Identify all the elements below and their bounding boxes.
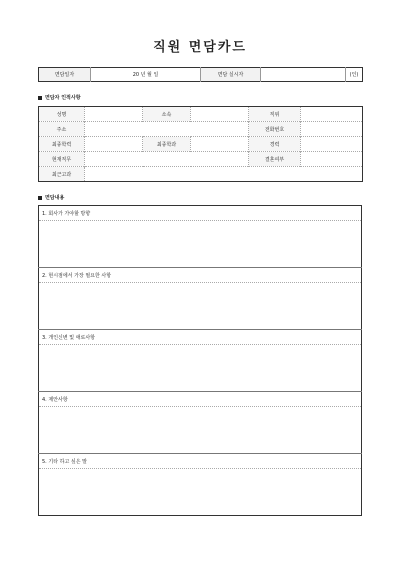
department-field[interactable] — [191, 107, 249, 122]
career-field[interactable] — [301, 137, 363, 152]
phone-field[interactable] — [301, 122, 363, 137]
question-1-label: 1. 회사가 가야할 방향 — [39, 206, 362, 221]
education-field[interactable] — [85, 137, 143, 152]
interview-date-field[interactable]: 20 년 월 일 — [91, 68, 201, 82]
section-heading-text: 면담자 인적사항 — [45, 95, 81, 101]
label-phone: 전화번호 — [249, 122, 301, 137]
seal-mark: (인) — [346, 68, 363, 82]
info-row — [39, 107, 363, 122]
label-current-job: 현재직무 — [39, 152, 85, 167]
position-field[interactable] — [301, 107, 363, 122]
label-marital-status: 결혼여부 — [249, 152, 301, 167]
section-personal-info-heading — [38, 94, 81, 101]
label-address: 주소 — [39, 122, 85, 137]
square-bullet-icon — [38, 196, 42, 200]
interview-date-table — [38, 67, 363, 82]
label-major: 최종학과 — [143, 137, 191, 152]
label-interview-date: 면담일자 — [39, 68, 91, 82]
section-interview-content-heading — [38, 194, 64, 201]
question-row — [39, 206, 362, 221]
question-4-label: 4. 제안사항 — [39, 392, 362, 407]
answer-row — [39, 407, 362, 454]
label-department: 소속 — [143, 107, 191, 122]
answer-4-field[interactable] — [39, 407, 362, 454]
answer-5-field[interactable] — [39, 469, 362, 516]
question-row — [39, 330, 362, 345]
answer-row — [39, 469, 362, 516]
square-bullet-icon — [38, 96, 42, 100]
answer-row — [39, 283, 362, 330]
question-row — [39, 454, 362, 469]
question-3-label: 3. 개인신변 및 애로사항 — [39, 330, 362, 345]
info-row — [39, 137, 363, 152]
answer-row — [39, 345, 362, 392]
label-career: 경력 — [249, 137, 301, 152]
section-heading-text: 면담내용 — [45, 195, 65, 201]
answer-2-field[interactable] — [39, 283, 362, 330]
label-education: 최종학력 — [39, 137, 85, 152]
question-2-label: 2. 현시점에서 가장 필요한 사항 — [39, 268, 362, 283]
address-field[interactable] — [85, 122, 249, 137]
question-row — [39, 392, 362, 407]
label-interviewer: 면담 실시자 — [201, 68, 261, 82]
info-row — [39, 122, 363, 137]
current-job-field[interactable] — [85, 152, 249, 167]
answer-3-field[interactable] — [39, 345, 362, 392]
question-5-label: 5. 기타 하고 싶은 말 — [39, 454, 362, 469]
label-name: 성명 — [39, 107, 85, 122]
recent-evaluation-field[interactable] — [85, 167, 363, 182]
info-row — [39, 167, 363, 182]
interviewer-field[interactable] — [261, 68, 346, 82]
page-title: 직원 면담카드 — [153, 40, 247, 55]
label-recent-evaluation: 최근고과 — [39, 167, 85, 182]
answer-1-field[interactable] — [39, 221, 362, 268]
personal-info-table — [38, 106, 363, 182]
interview-content-table — [38, 205, 362, 516]
label-position: 직위 — [249, 107, 301, 122]
info-row — [39, 152, 363, 167]
name-field[interactable] — [85, 107, 143, 122]
marital-status-field[interactable] — [301, 152, 363, 167]
answer-row — [39, 221, 362, 268]
major-field[interactable] — [191, 137, 249, 152]
question-row — [39, 268, 362, 283]
